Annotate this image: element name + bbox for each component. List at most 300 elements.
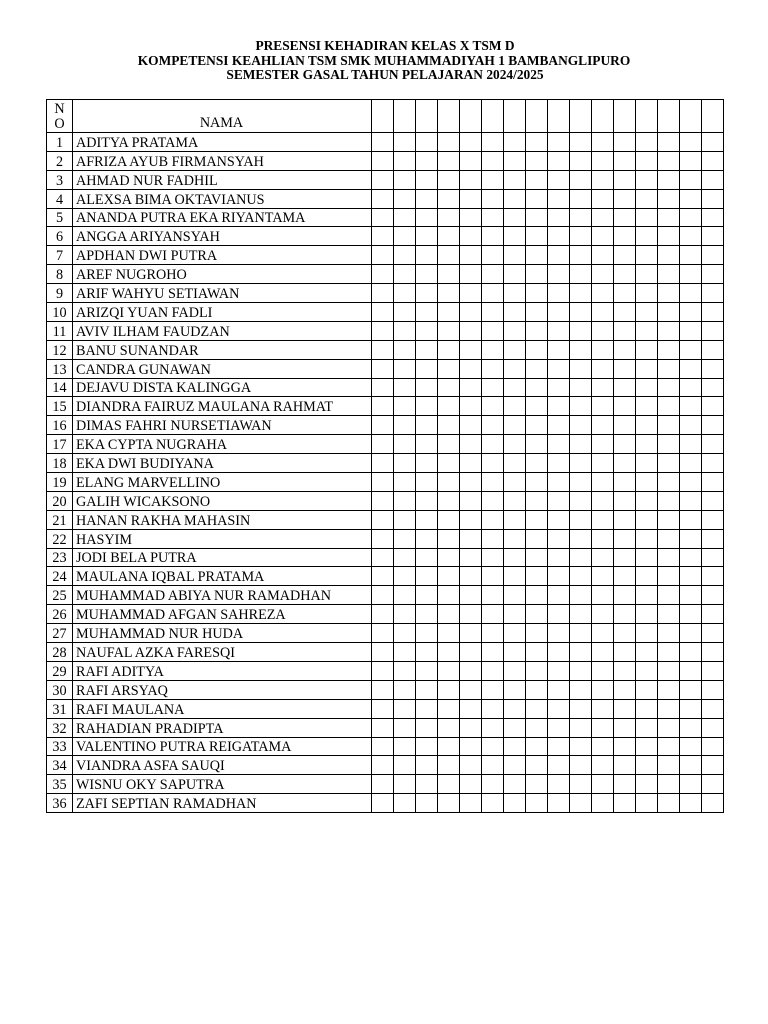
attendance-cell[interactable] [658,680,680,699]
attendance-cell[interactable] [548,699,570,718]
attendance-cell[interactable] [372,227,394,246]
attendance-cell[interactable] [658,435,680,454]
attendance-cell[interactable] [702,359,724,378]
attendance-cell[interactable] [416,133,438,152]
attendance-cell[interactable] [658,661,680,680]
attendance-cell[interactable] [658,246,680,265]
attendance-cell[interactable] [460,510,482,529]
attendance-cell[interactable] [526,435,548,454]
attendance-cell[interactable] [680,586,702,605]
attendance-cell[interactable] [526,567,548,586]
attendance-cell[interactable] [592,756,614,775]
attendance-cell[interactable] [702,170,724,189]
attendance-cell[interactable] [372,624,394,643]
attendance-cell[interactable] [680,491,702,510]
attendance-cell[interactable] [592,643,614,662]
attendance-cell[interactable] [416,491,438,510]
attendance-cell[interactable] [614,491,636,510]
attendance-cell[interactable] [460,567,482,586]
attendance-cell[interactable] [482,737,504,756]
attendance-cell[interactable] [636,680,658,699]
attendance-cell[interactable] [592,510,614,529]
attendance-cell[interactable] [680,246,702,265]
attendance-cell[interactable] [394,454,416,473]
attendance-cell[interactable] [636,378,658,397]
attendance-cell[interactable] [592,246,614,265]
attendance-cell[interactable] [416,756,438,775]
attendance-cell[interactable] [658,416,680,435]
attendance-cell[interactable] [592,265,614,284]
attendance-cell[interactable] [592,303,614,322]
attendance-cell[interactable] [592,208,614,227]
attendance-cell[interactable] [438,227,460,246]
attendance-cell[interactable] [482,246,504,265]
attendance-cell[interactable] [636,321,658,340]
attendance-cell[interactable] [702,661,724,680]
attendance-cell[interactable] [416,473,438,492]
attendance-cell[interactable] [614,473,636,492]
attendance-cell[interactable] [680,284,702,303]
attendance-cell[interactable] [548,340,570,359]
attendance-cell[interactable] [702,303,724,322]
attendance-cell[interactable] [658,265,680,284]
attendance-cell[interactable] [702,246,724,265]
attendance-cell[interactable] [416,454,438,473]
attendance-cell[interactable] [702,643,724,662]
attendance-cell[interactable] [504,737,526,756]
attendance-cell[interactable] [482,756,504,775]
attendance-cell[interactable] [702,340,724,359]
attendance-cell[interactable] [416,643,438,662]
attendance-cell[interactable] [548,208,570,227]
attendance-cell[interactable] [680,737,702,756]
attendance-cell[interactable] [680,624,702,643]
attendance-cell[interactable] [460,246,482,265]
attendance-cell[interactable] [548,435,570,454]
attendance-cell[interactable] [460,775,482,794]
attendance-cell[interactable] [504,340,526,359]
attendance-cell[interactable] [372,643,394,662]
attendance-cell[interactable] [636,643,658,662]
attendance-cell[interactable] [592,359,614,378]
attendance-cell[interactable] [614,661,636,680]
attendance-cell[interactable] [526,718,548,737]
attendance-cell[interactable] [592,189,614,208]
attendance-cell[interactable] [592,567,614,586]
attendance-cell[interactable] [460,643,482,662]
attendance-cell[interactable] [438,605,460,624]
attendance-cell[interactable] [636,170,658,189]
attendance-cell[interactable] [570,246,592,265]
attendance-cell[interactable] [614,756,636,775]
attendance-cell[interactable] [394,643,416,662]
attendance-cell[interactable] [680,265,702,284]
attendance-cell[interactable] [526,246,548,265]
attendance-cell[interactable] [702,529,724,548]
attendance-cell[interactable] [526,416,548,435]
attendance-cell[interactable] [592,548,614,567]
attendance-cell[interactable] [614,624,636,643]
attendance-cell[interactable] [702,567,724,586]
attendance-cell[interactable] [438,208,460,227]
attendance-cell[interactable] [614,416,636,435]
attendance-cell[interactable] [614,151,636,170]
attendance-cell[interactable] [526,133,548,152]
attendance-cell[interactable] [416,718,438,737]
attendance-cell[interactable] [504,680,526,699]
attendance-cell[interactable] [658,775,680,794]
attendance-cell[interactable] [702,265,724,284]
attendance-cell[interactable] [438,567,460,586]
attendance-cell[interactable] [372,170,394,189]
attendance-cell[interactable] [680,151,702,170]
attendance-cell[interactable] [394,756,416,775]
attendance-cell[interactable] [504,359,526,378]
attendance-cell[interactable] [504,208,526,227]
attendance-cell[interactable] [702,718,724,737]
attendance-cell[interactable] [394,170,416,189]
attendance-cell[interactable] [592,794,614,813]
attendance-cell[interactable] [548,416,570,435]
attendance-cell[interactable] [636,586,658,605]
attendance-cell[interactable] [438,586,460,605]
attendance-cell[interactable] [658,567,680,586]
attendance-cell[interactable] [526,529,548,548]
attendance-cell[interactable] [504,605,526,624]
attendance-cell[interactable] [394,189,416,208]
attendance-cell[interactable] [636,246,658,265]
attendance-cell[interactable] [570,435,592,454]
attendance-cell[interactable] [416,246,438,265]
attendance-cell[interactable] [372,340,394,359]
attendance-cell[interactable] [570,737,592,756]
attendance-cell[interactable] [702,473,724,492]
attendance-cell[interactable] [548,397,570,416]
attendance-cell[interactable] [394,548,416,567]
attendance-cell[interactable] [394,246,416,265]
attendance-cell[interactable] [658,548,680,567]
attendance-cell[interactable] [504,510,526,529]
attendance-cell[interactable] [394,265,416,284]
attendance-cell[interactable] [636,775,658,794]
attendance-cell[interactable] [636,133,658,152]
attendance-cell[interactable] [592,586,614,605]
attendance-cell[interactable] [504,661,526,680]
attendance-cell[interactable] [394,284,416,303]
attendance-cell[interactable] [438,265,460,284]
attendance-cell[interactable] [372,510,394,529]
attendance-cell[interactable] [592,718,614,737]
attendance-cell[interactable] [658,756,680,775]
attendance-cell[interactable] [438,416,460,435]
attendance-cell[interactable] [372,680,394,699]
attendance-cell[interactable] [460,227,482,246]
attendance-cell[interactable] [372,737,394,756]
attendance-cell[interactable] [548,680,570,699]
attendance-cell[interactable] [658,718,680,737]
attendance-cell[interactable] [658,794,680,813]
attendance-cell[interactable] [592,699,614,718]
attendance-cell[interactable] [636,284,658,303]
attendance-cell[interactable] [680,510,702,529]
attendance-cell[interactable] [592,473,614,492]
attendance-cell[interactable] [614,794,636,813]
attendance-cell[interactable] [548,189,570,208]
attendance-cell[interactable] [460,284,482,303]
attendance-cell[interactable] [416,605,438,624]
attendance-cell[interactable] [438,680,460,699]
attendance-cell[interactable] [482,133,504,152]
attendance-cell[interactable] [570,510,592,529]
attendance-cell[interactable] [460,265,482,284]
attendance-cell[interactable] [636,359,658,378]
attendance-cell[interactable] [548,321,570,340]
attendance-cell[interactable] [548,624,570,643]
attendance-cell[interactable] [482,321,504,340]
attendance-cell[interactable] [658,378,680,397]
attendance-cell[interactable] [372,378,394,397]
attendance-cell[interactable] [592,680,614,699]
attendance-cell[interactable] [548,586,570,605]
attendance-cell[interactable] [460,454,482,473]
attendance-cell[interactable] [504,718,526,737]
attendance-cell[interactable] [570,529,592,548]
attendance-cell[interactable] [680,699,702,718]
attendance-cell[interactable] [680,133,702,152]
attendance-cell[interactable] [702,454,724,473]
attendance-cell[interactable] [680,227,702,246]
attendance-cell[interactable] [482,680,504,699]
attendance-cell[interactable] [636,416,658,435]
attendance-cell[interactable] [372,718,394,737]
attendance-cell[interactable] [570,321,592,340]
attendance-cell[interactable] [702,548,724,567]
attendance-cell[interactable] [372,246,394,265]
attendance-cell[interactable] [482,359,504,378]
attendance-cell[interactable] [548,378,570,397]
attendance-cell[interactable] [504,586,526,605]
attendance-cell[interactable] [526,378,548,397]
attendance-cell[interactable] [548,151,570,170]
attendance-cell[interactable] [636,265,658,284]
attendance-cell[interactable] [460,680,482,699]
attendance-cell[interactable] [460,170,482,189]
attendance-cell[interactable] [416,416,438,435]
attendance-cell[interactable] [592,624,614,643]
attendance-cell[interactable] [614,454,636,473]
attendance-cell[interactable] [592,378,614,397]
attendance-cell[interactable] [702,794,724,813]
attendance-cell[interactable] [658,151,680,170]
attendance-cell[interactable] [636,227,658,246]
attendance-cell[interactable] [636,624,658,643]
attendance-cell[interactable] [438,303,460,322]
attendance-cell[interactable] [394,586,416,605]
attendance-cell[interactable] [680,170,702,189]
attendance-cell[interactable] [636,340,658,359]
attendance-cell[interactable] [460,321,482,340]
attendance-cell[interactable] [702,737,724,756]
attendance-cell[interactable] [636,510,658,529]
attendance-cell[interactable] [372,454,394,473]
attendance-cell[interactable] [658,227,680,246]
attendance-cell[interactable] [614,227,636,246]
attendance-cell[interactable] [438,473,460,492]
attendance-cell[interactable] [614,189,636,208]
attendance-cell[interactable] [614,321,636,340]
attendance-cell[interactable] [592,340,614,359]
attendance-cell[interactable] [526,661,548,680]
attendance-cell[interactable] [482,567,504,586]
attendance-cell[interactable] [460,133,482,152]
attendance-cell[interactable] [416,397,438,416]
attendance-cell[interactable] [526,151,548,170]
attendance-cell[interactable] [416,699,438,718]
attendance-cell[interactable] [636,491,658,510]
attendance-cell[interactable] [570,227,592,246]
attendance-cell[interactable] [702,491,724,510]
attendance-cell[interactable] [658,189,680,208]
attendance-cell[interactable] [570,340,592,359]
attendance-cell[interactable] [438,737,460,756]
attendance-cell[interactable] [548,284,570,303]
attendance-cell[interactable] [636,699,658,718]
attendance-cell[interactable] [438,699,460,718]
attendance-cell[interactable] [636,718,658,737]
attendance-cell[interactable] [416,680,438,699]
attendance-cell[interactable] [394,699,416,718]
attendance-cell[interactable] [526,284,548,303]
attendance-cell[interactable] [702,680,724,699]
attendance-cell[interactable] [460,473,482,492]
attendance-cell[interactable] [504,397,526,416]
attendance-cell[interactable] [372,775,394,794]
attendance-cell[interactable] [460,586,482,605]
attendance-cell[interactable] [592,397,614,416]
attendance-cell[interactable] [438,624,460,643]
attendance-cell[interactable] [592,737,614,756]
attendance-cell[interactable] [438,718,460,737]
attendance-cell[interactable] [636,661,658,680]
attendance-cell[interactable] [658,586,680,605]
attendance-cell[interactable] [416,624,438,643]
attendance-cell[interactable] [526,303,548,322]
attendance-cell[interactable] [504,284,526,303]
attendance-cell[interactable] [482,454,504,473]
attendance-cell[interactable] [460,548,482,567]
attendance-cell[interactable] [592,435,614,454]
attendance-cell[interactable] [482,473,504,492]
attendance-cell[interactable] [658,454,680,473]
attendance-cell[interactable] [548,246,570,265]
attendance-cell[interactable] [570,586,592,605]
attendance-cell[interactable] [394,359,416,378]
attendance-cell[interactable] [372,397,394,416]
attendance-cell[interactable] [438,340,460,359]
attendance-cell[interactable] [504,303,526,322]
attendance-cell[interactable] [680,548,702,567]
attendance-cell[interactable] [570,756,592,775]
attendance-cell[interactable] [438,454,460,473]
attendance-cell[interactable] [548,303,570,322]
attendance-cell[interactable] [394,529,416,548]
attendance-cell[interactable] [394,340,416,359]
attendance-cell[interactable] [526,680,548,699]
attendance-cell[interactable] [658,340,680,359]
attendance-cell[interactable] [680,661,702,680]
attendance-cell[interactable] [372,661,394,680]
attendance-cell[interactable] [570,794,592,813]
attendance-cell[interactable] [416,567,438,586]
attendance-cell[interactable] [570,208,592,227]
attendance-cell[interactable] [548,567,570,586]
attendance-cell[interactable] [526,737,548,756]
attendance-cell[interactable] [658,359,680,378]
attendance-cell[interactable] [504,133,526,152]
attendance-cell[interactable] [438,321,460,340]
attendance-cell[interactable] [438,661,460,680]
attendance-cell[interactable] [548,491,570,510]
attendance-cell[interactable] [548,718,570,737]
attendance-cell[interactable] [438,775,460,794]
attendance-cell[interactable] [680,794,702,813]
attendance-cell[interactable] [636,473,658,492]
attendance-cell[interactable] [658,284,680,303]
attendance-cell[interactable] [526,397,548,416]
attendance-cell[interactable] [394,567,416,586]
attendance-cell[interactable] [504,699,526,718]
attendance-cell[interactable] [438,529,460,548]
attendance-cell[interactable] [372,473,394,492]
attendance-cell[interactable] [680,321,702,340]
attendance-cell[interactable] [482,208,504,227]
attendance-cell[interactable] [372,567,394,586]
attendance-cell[interactable] [372,435,394,454]
attendance-cell[interactable] [438,378,460,397]
attendance-cell[interactable] [394,775,416,794]
attendance-cell[interactable] [636,208,658,227]
attendance-cell[interactable] [592,151,614,170]
attendance-cell[interactable] [460,661,482,680]
attendance-cell[interactable] [460,303,482,322]
attendance-cell[interactable] [636,397,658,416]
attendance-cell[interactable] [460,208,482,227]
attendance-cell[interactable] [614,378,636,397]
attendance-cell[interactable] [548,454,570,473]
attendance-cell[interactable] [460,624,482,643]
attendance-cell[interactable] [482,548,504,567]
attendance-cell[interactable] [460,529,482,548]
attendance-cell[interactable] [460,397,482,416]
attendance-cell[interactable] [614,643,636,662]
attendance-cell[interactable] [614,510,636,529]
attendance-cell[interactable] [526,321,548,340]
attendance-cell[interactable] [614,284,636,303]
attendance-cell[interactable] [504,794,526,813]
attendance-cell[interactable] [482,151,504,170]
attendance-cell[interactable] [438,510,460,529]
attendance-cell[interactable] [394,416,416,435]
attendance-cell[interactable] [592,133,614,152]
attendance-cell[interactable] [614,359,636,378]
attendance-cell[interactable] [614,586,636,605]
attendance-cell[interactable] [526,794,548,813]
attendance-cell[interactable] [614,529,636,548]
attendance-cell[interactable] [416,170,438,189]
attendance-cell[interactable] [526,756,548,775]
attendance-cell[interactable] [482,510,504,529]
attendance-cell[interactable] [702,756,724,775]
